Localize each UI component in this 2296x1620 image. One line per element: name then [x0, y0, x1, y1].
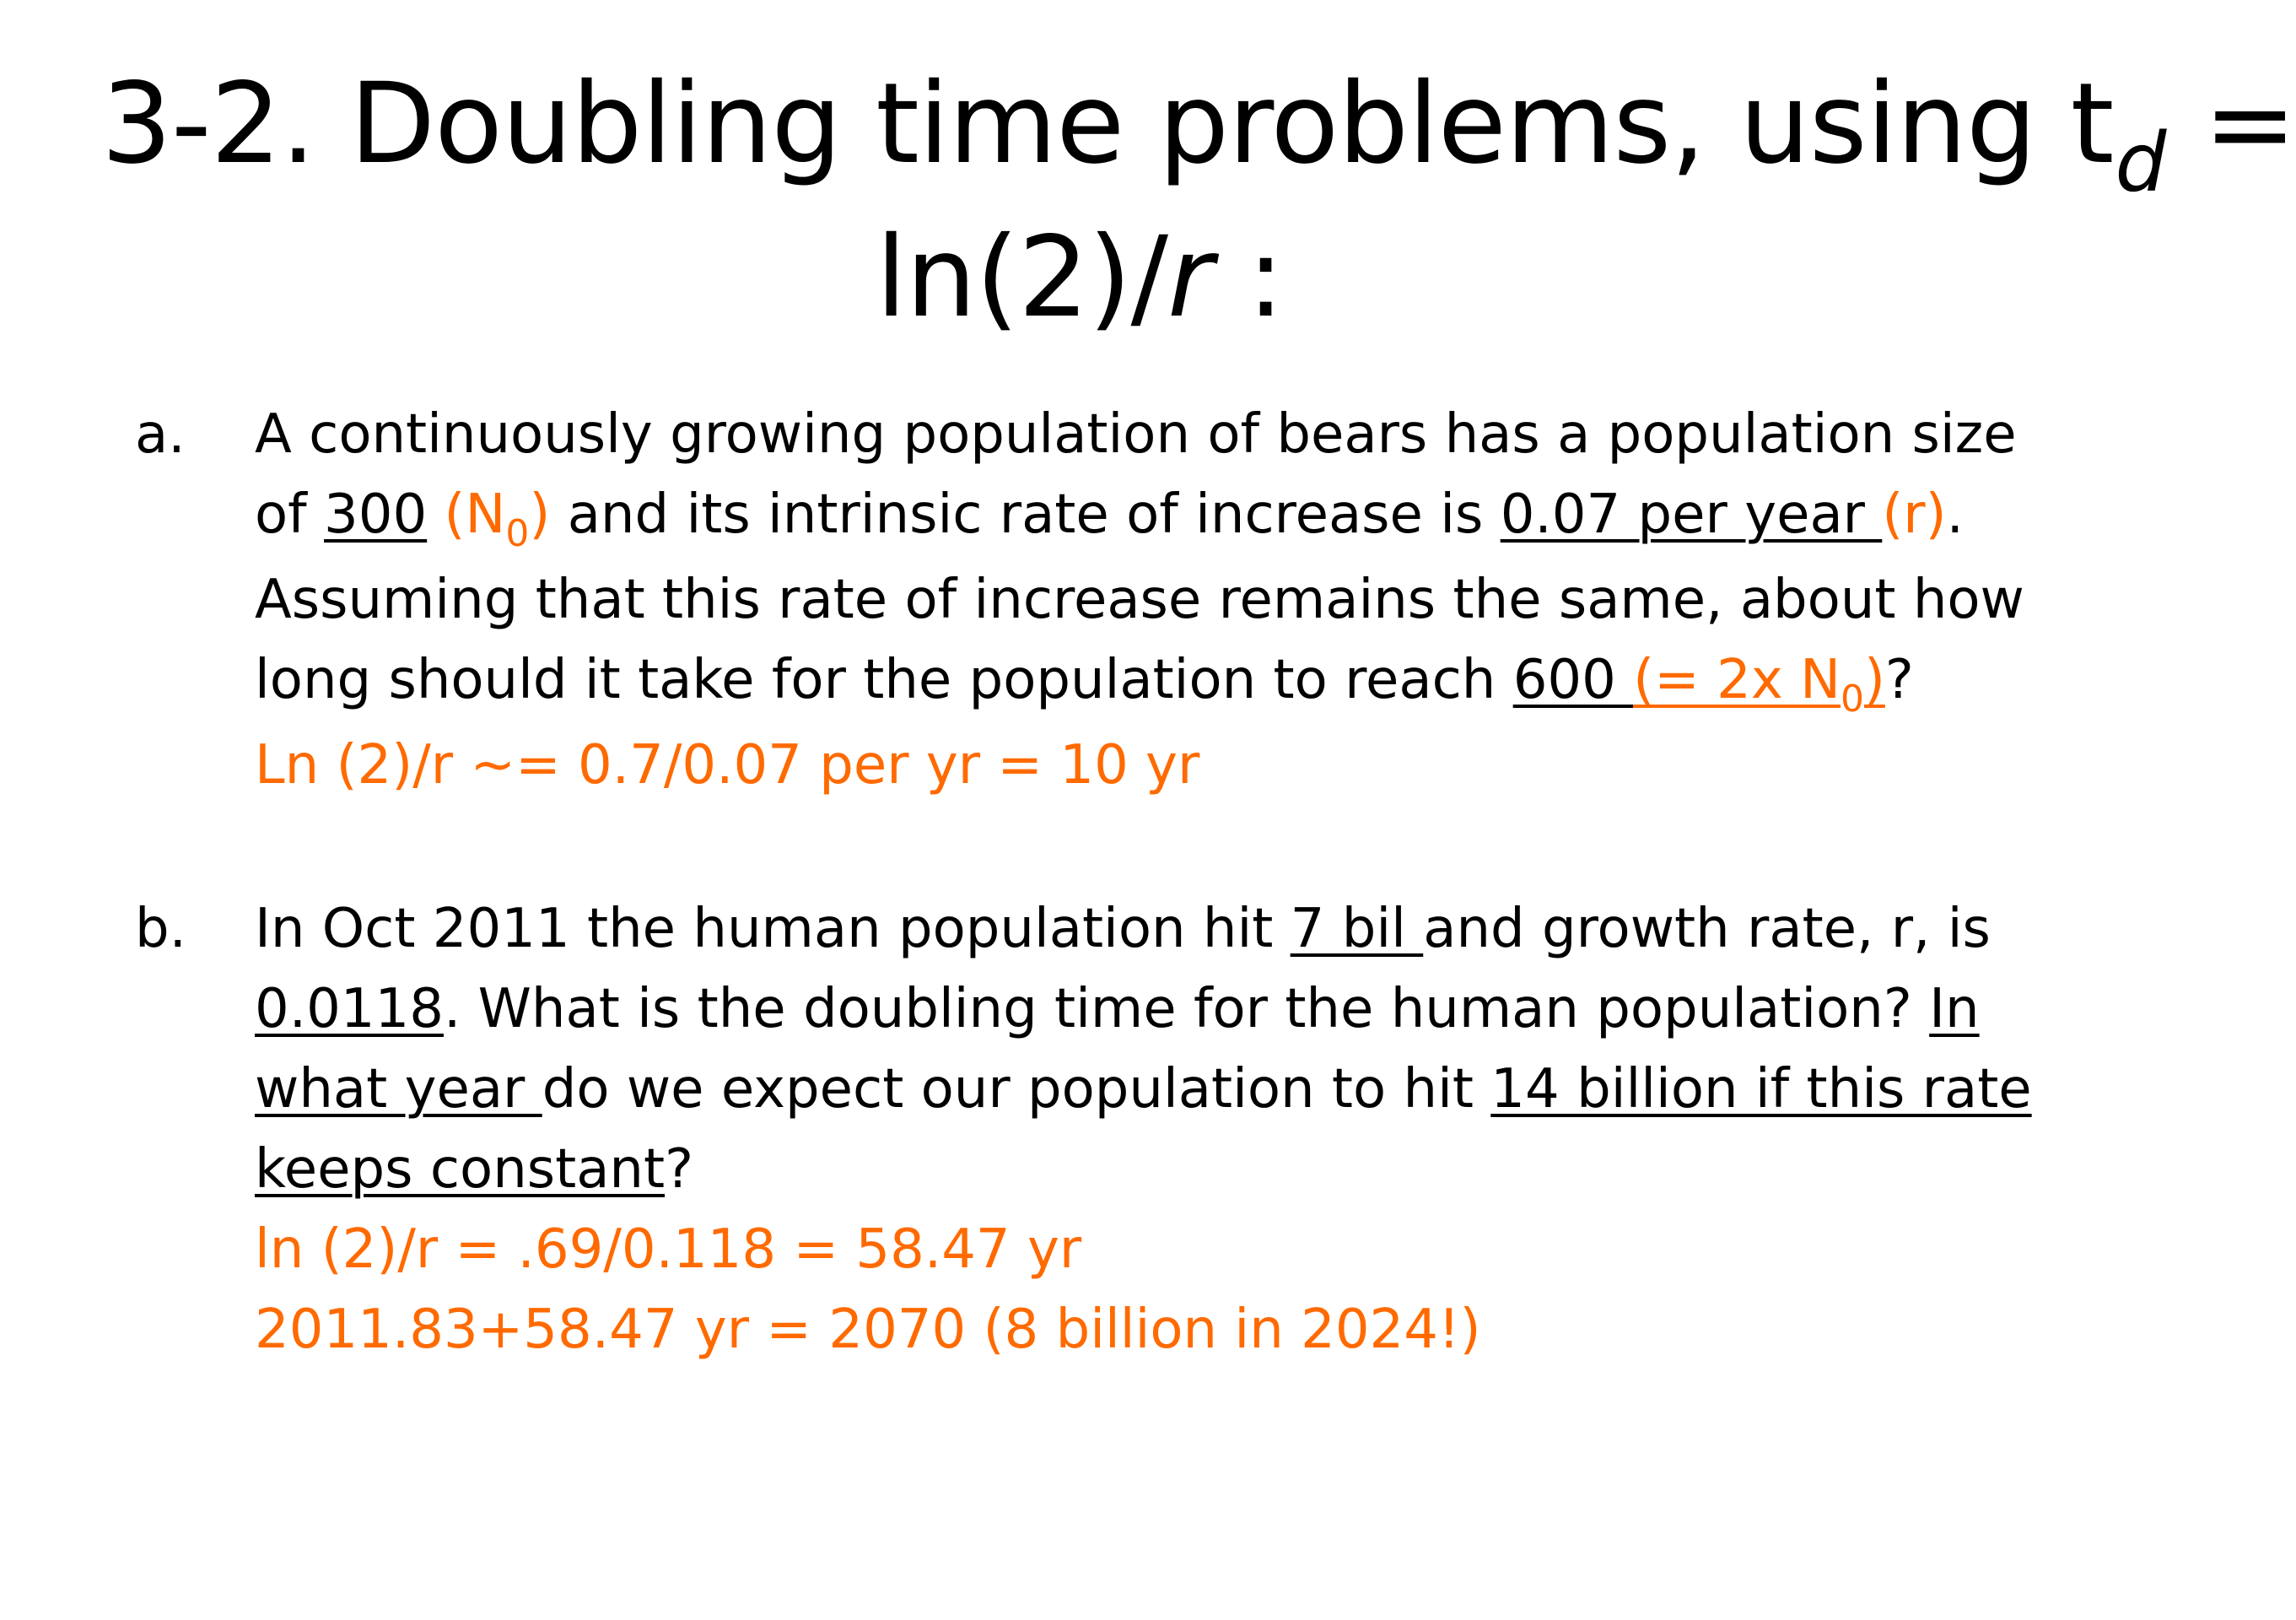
n0-annotation — [427, 483, 551, 555]
value-600: 600 — [1512, 649, 1634, 711]
title-formula: ln(2)/ — [876, 213, 1168, 343]
problem-a-line-1: A continuously growing population of bears has a population size — [255, 403, 2017, 466]
problem-a-line-3: Assuming that this rate of increase remains the same, about how — [255, 569, 2024, 631]
double-close: ) — [1863, 649, 1885, 711]
problem-b-marker: b. — [135, 898, 186, 960]
text-doubling-question: . What is the doubling time for the human population? — [443, 978, 1930, 1040]
title-colon: : — [1212, 213, 1284, 343]
problem-a — [135, 395, 2041, 806]
problem-b-answer-1: ln (2)/r = .69/0.118 = 58.47 yr — [255, 1218, 1082, 1281]
title-line-1 — [101, 52, 2296, 210]
text-of: of — [255, 483, 325, 546]
text-expect: do we expect our population to hit — [542, 1058, 1491, 1120]
n0-close: ) — [529, 483, 551, 546]
title-subscript: d — [2115, 116, 2166, 210]
value-rate: 0.07 per year — [1500, 483, 1883, 546]
problem-a-body — [255, 395, 2041, 806]
r-annotation: (r) — [1882, 483, 1947, 546]
problem-b-line-3 — [255, 1050, 2041, 1130]
value-7-bil: 7 bil — [1290, 898, 1424, 960]
title-line-2 — [101, 206, 2058, 349]
title-text: 3-2. Doubling time problems, using t — [101, 59, 2114, 189]
text-keeps-constant: keeps constant — [255, 1138, 666, 1201]
period: . — [1946, 483, 1964, 546]
problem-b-line-1 — [255, 889, 2041, 969]
value-300: 300 — [324, 483, 428, 546]
text-oct-2011: In Oct 2011 the human population hit — [255, 898, 1291, 960]
text-what-year: what year — [255, 1058, 542, 1120]
problem-b-answer-2: 2011.83+58.47 yr = 2070 (8 billion in 2024!) — [255, 1299, 1481, 1361]
text-rate-intro: and its intrinsic rate of increase is — [550, 483, 1501, 546]
double-annotation — [1633, 649, 1885, 721]
problem-a-marker: a. — [135, 403, 186, 466]
title-formula-r: r — [1167, 213, 1213, 343]
text-reach: long should it take for the population to reach — [255, 649, 1513, 711]
title-equals: = — [2169, 59, 2296, 189]
value-growth: 0.0118 — [255, 978, 444, 1040]
value-14-billion: 14 billion if this rate — [1490, 1058, 2032, 1120]
problem-b — [135, 889, 2041, 1370]
text-growth-rate: and growth rate, r, is — [1423, 898, 1991, 960]
question-mark: ? — [665, 1138, 694, 1201]
problem-b-line-2 — [255, 969, 2041, 1050]
problem-b-line-4 — [255, 1130, 2041, 1210]
n0-subscript: 0 — [505, 512, 530, 555]
text-in: In — [1929, 978, 1980, 1040]
n0-open: (N — [427, 483, 506, 546]
problem-a-line-2 — [255, 475, 2041, 560]
slide-title — [101, 52, 2296, 349]
double-subscript: 0 — [1840, 678, 1864, 721]
question-mark: ? — [1884, 649, 1914, 711]
problem-a-answer: Ln (2)/r ~= 0.7/0.07 per yr = 10 yr — [255, 734, 1200, 796]
problem-a-line-4 — [255, 640, 2041, 726]
problem-b-body — [255, 889, 2041, 1370]
double-open: (= 2x N — [1633, 649, 1841, 711]
